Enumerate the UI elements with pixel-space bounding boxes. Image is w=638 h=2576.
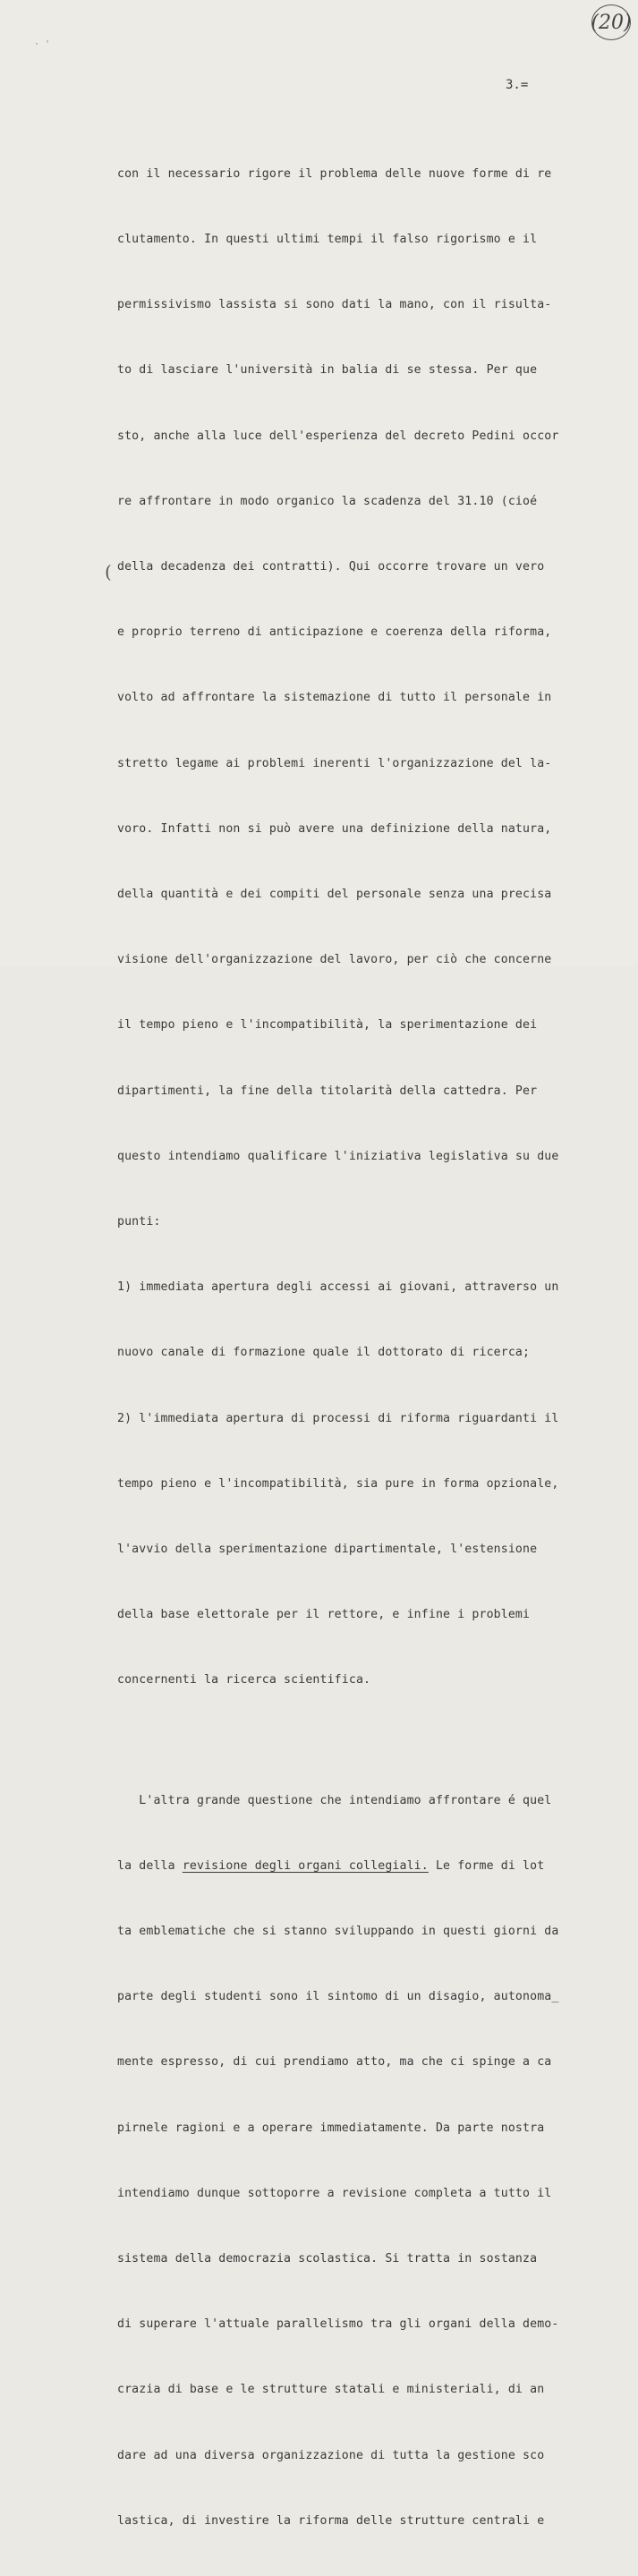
text-line: 2) l'immediata apertura di processi di riforma riguardanti il [117, 1411, 559, 1425]
text-line: il tempo pieno e l'incompatibilità, la sperimentazione dei [117, 1018, 538, 1033]
text-line: 1) immediata apertura degli accessi ai giovani, attraverso un [117, 1280, 559, 1295]
text-line: ta emblematiche che si stanno sviluppando in questi giorni da [117, 1924, 559, 1938]
text-line: sto, anche alla luce dell'esperienza del decreto Pedini occor [117, 429, 559, 443]
text-line: con il necessario rigore il problema delle nuove forme di re [117, 166, 552, 181]
text-line [117, 1856, 583, 1877]
text-line: e proprio terreno di anticipazione e coerenza della riforma, [117, 625, 552, 640]
text-line: punti: [117, 1215, 161, 1229]
text-line: voro. Infatti non si può avere una definizione della natura, [117, 821, 552, 836]
text-line: mente espresso, di cui prendiamo atto, ma che ci spinge a ca [117, 2055, 552, 2070]
text-line: della decadenza dei contratti). Qui occorre trovare un vero [117, 560, 545, 574]
page-number: 3.= [506, 78, 529, 92]
margin-bracket: ( [105, 561, 112, 582]
text-run: la della [117, 1858, 183, 1873]
text-line: visione dell'organizzazione del lavoro, per ciò che concerne [117, 953, 552, 967]
text-line: crazia di base e le strutture statali e ministeriali, di an [117, 2383, 545, 2397]
text-line: sistema della democrazia scolastica. Si tratta in sostanza [117, 2251, 538, 2266]
text-line: pirnele ragioni e a operare immediatamente. Da parte nostra [117, 2121, 545, 2135]
text-line: concernenti la ricerca scientifica. [117, 1673, 371, 1688]
handwritten-page-mark: (20) [591, 4, 631, 40]
text-run: Le forme di lot [428, 1858, 545, 1873]
text-line: to di lasciare l'università in balia di se stessa. Per que [117, 363, 538, 378]
text-line: della quantità e dei compiti del personale senza una precisa [117, 888, 552, 902]
text-line: dipartimenti, la fine della titolarità della cattedra. Per [117, 1084, 538, 1098]
text-line: permissivismo lassista si sono dati la mano, con il risulta- [117, 298, 552, 312]
text-line: clutamento. In questi ultimi tempi il falso rigorismo e il [117, 233, 538, 247]
text-line: tempo pieno e l'incompatibilità, sia pure in forma opzionale, [117, 1476, 559, 1491]
text-line: parte degli studenti sono il sintomo di un disagio, autonoma_ [117, 1990, 559, 2004]
text-line: della base elettorale per il rettore, e infine i problemi [117, 1608, 531, 1622]
paragraph-gap [117, 1736, 583, 1747]
typed-body-text [117, 120, 583, 2576]
text-line: l'avvio della sperimentazione dipartimentale, l'estensione [117, 1543, 538, 1557]
text-line: re affrontare in modo organico la scadenza del 31.10 (cioé [117, 494, 538, 508]
text-line: dare ad una diversa organizzazione di tutta la gestione sco [117, 2448, 545, 2462]
text-line: stretto legame ai problemi inerenti l'organizzazione del la- [117, 756, 552, 770]
text-line: lastica, di investire la riforma delle strutture centrali e [117, 2513, 545, 2528]
text-line: di superare l'attuale parallelismo tra gli organi della demo- [117, 2317, 559, 2332]
corner-mark: · ' [34, 39, 51, 49]
text-line: questo intendiamo qualificare l'iniziativa legislativa su due [117, 1149, 559, 1163]
underlined-phrase: revisione degli organi collegiali. [182, 1858, 429, 1873]
text-line: nuovo canale di formazione quale il dottorato di ricerca; [117, 1346, 531, 1360]
text-line: volto ad affrontare la sistemazione di tutto il personale in [117, 691, 552, 705]
text-line: intendiamo dunque sottoporre a revisione completa a tutto il [117, 2186, 552, 2200]
text-line: L'altra grande questione che intendiamo affrontare é quel [117, 1793, 552, 1807]
